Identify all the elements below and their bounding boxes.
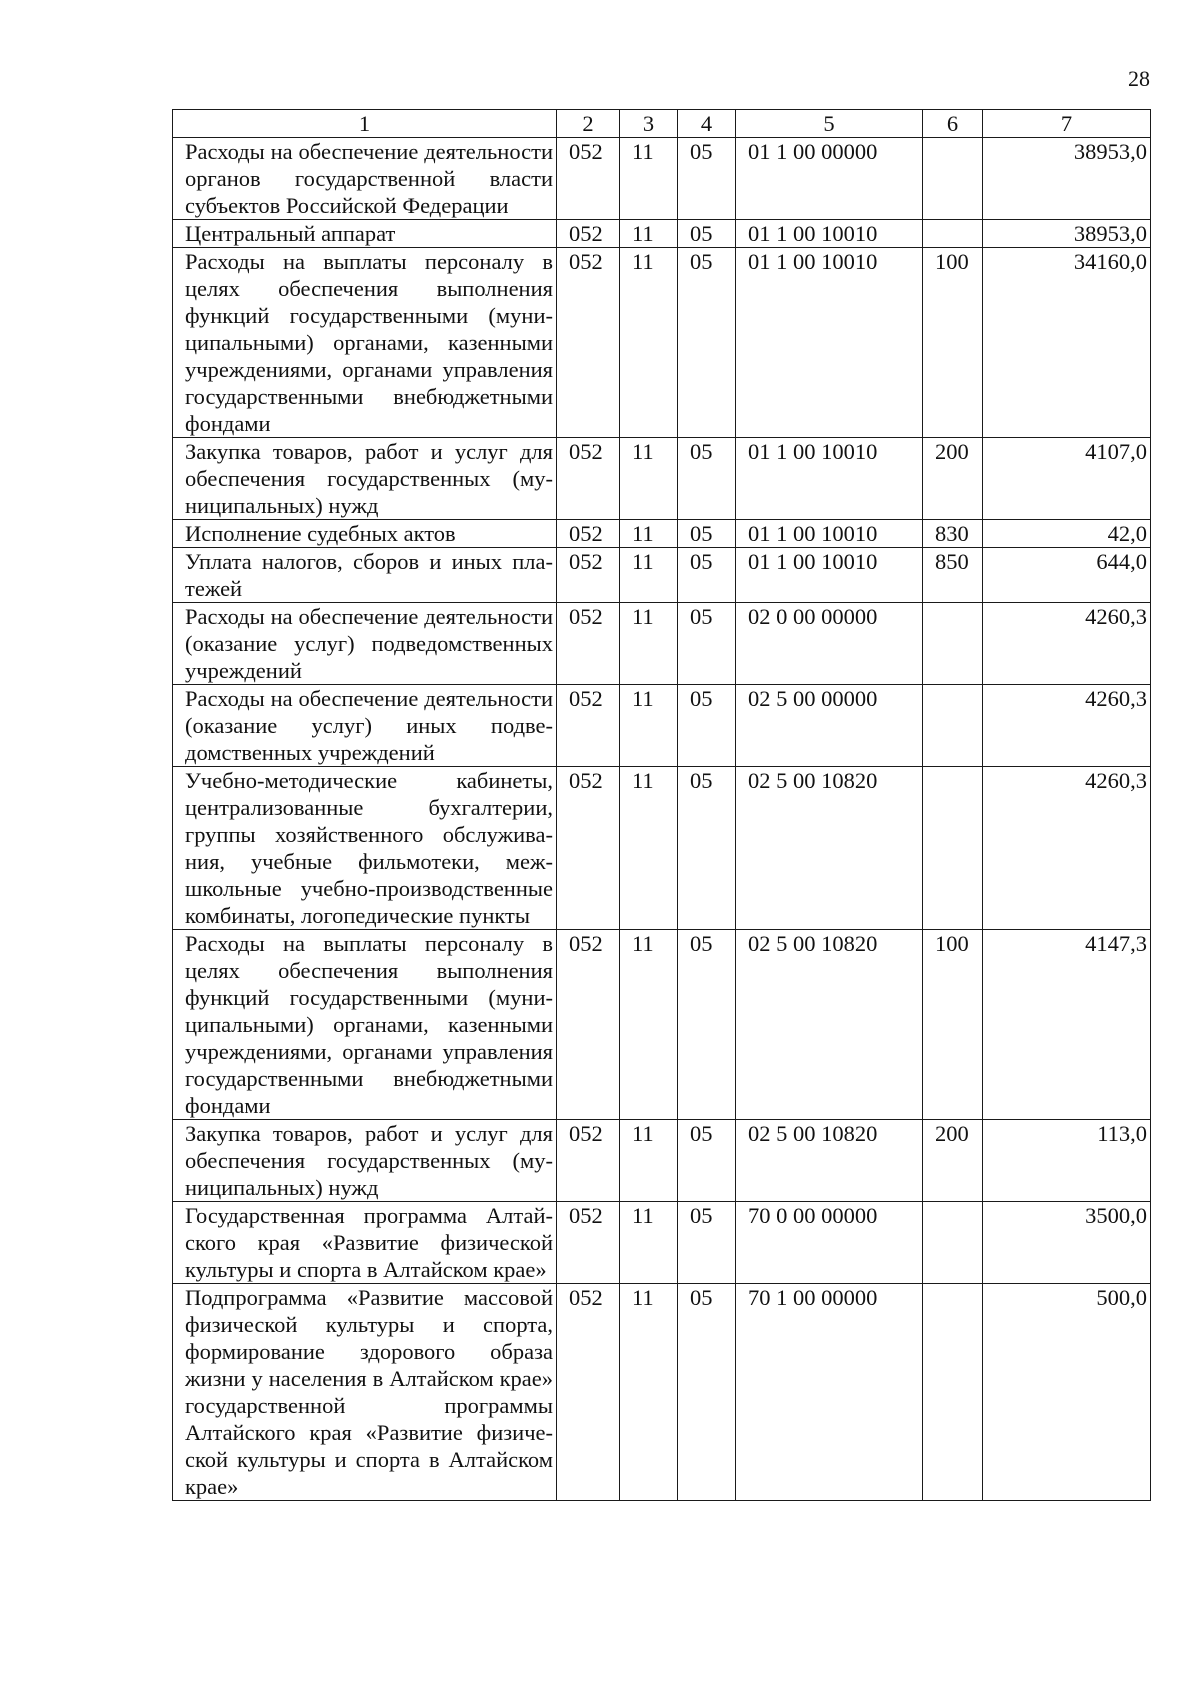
row-ved: 052 (557, 1120, 620, 1202)
column-header: 5 (736, 110, 923, 138)
row-rz: 11 (620, 603, 678, 685)
row-vr: 100 (923, 248, 983, 438)
row-ved: 052 (557, 930, 620, 1120)
row-name: Государственная программа Алтайского края «Развитие физической культуры и спорта в Алтайском крае» (173, 1202, 557, 1284)
row-csr: 02 0 00 00000 (736, 603, 923, 685)
row-csr: 02 5 00 00000 (736, 685, 923, 767)
row-vr: 200 (923, 1120, 983, 1202)
row-csr: 02 5 00 10820 (736, 930, 923, 1120)
table-row (173, 930, 1151, 1120)
row-rz: 11 (620, 1284, 678, 1501)
row-name: Центральный аппарат (173, 220, 557, 248)
row-csr: 02 5 00 10820 (736, 767, 923, 930)
row-sum: 4260,3 (983, 603, 1151, 685)
row-rz: 11 (620, 220, 678, 248)
row-rz: 11 (620, 138, 678, 220)
table-row (173, 138, 1151, 220)
row-vr: 850 (923, 548, 983, 603)
row-pr: 05 (678, 685, 736, 767)
column-header: 6 (923, 110, 983, 138)
row-sum: 4260,3 (983, 767, 1151, 930)
row-csr: 01 1 00 10010 (736, 438, 923, 520)
row-ved: 052 (557, 220, 620, 248)
column-header: 3 (620, 110, 678, 138)
row-csr: 70 1 00 00000 (736, 1284, 923, 1501)
row-rz: 11 (620, 520, 678, 548)
row-name: Расходы на обеспечение деятельности органов государственной власти субъектов Российской Федерации (173, 138, 557, 220)
row-pr: 05 (678, 548, 736, 603)
row-vr: 200 (923, 438, 983, 520)
row-name: Закупка товаров, работ и услуг для обеспечения государственных (муниципальных) нужд (173, 1120, 557, 1202)
row-csr: 01 1 00 10010 (736, 520, 923, 548)
row-pr: 05 (678, 930, 736, 1120)
row-ved: 052 (557, 548, 620, 603)
row-vr (923, 220, 983, 248)
row-vr (923, 767, 983, 930)
row-vr (923, 603, 983, 685)
table-row (173, 767, 1151, 930)
row-sum: 3500,0 (983, 1202, 1151, 1284)
row-rz: 11 (620, 767, 678, 930)
row-csr: 01 1 00 10010 (736, 248, 923, 438)
row-name: Исполнение судебных актов (173, 520, 557, 548)
table-row (173, 220, 1151, 248)
row-pr: 05 (678, 1284, 736, 1501)
table-row (173, 685, 1151, 767)
budget-table (172, 109, 1151, 1501)
row-sum: 4260,3 (983, 685, 1151, 767)
row-name: Расходы на обеспечение деятельности (оказание услуг) иных подведомственных учреждений (173, 685, 557, 767)
row-pr: 05 (678, 438, 736, 520)
row-sum: 34160,0 (983, 248, 1151, 438)
row-pr: 05 (678, 248, 736, 438)
row-pr: 05 (678, 1120, 736, 1202)
table-row (173, 1120, 1151, 1202)
row-ved: 052 (557, 1284, 620, 1501)
header-row (173, 110, 1151, 138)
table-row (173, 548, 1151, 603)
row-rz: 11 (620, 438, 678, 520)
row-rz: 11 (620, 1202, 678, 1284)
row-name: Учебно-методические кабинеты, централизованные бухгалтерии, группы хозяйственного обслуживания, учебные фильмотеки, межшкольные учебно-производственные комбинаты, логопедические пункты (173, 767, 557, 930)
row-pr: 05 (678, 220, 736, 248)
row-pr: 05 (678, 1202, 736, 1284)
row-sum: 4147,3 (983, 930, 1151, 1120)
table-row (173, 248, 1151, 438)
row-rz: 11 (620, 548, 678, 603)
row-rz: 11 (620, 930, 678, 1120)
row-ved: 052 (557, 767, 620, 930)
row-pr: 05 (678, 138, 736, 220)
table-row (173, 520, 1151, 548)
row-rz: 11 (620, 248, 678, 438)
row-sum: 38953,0 (983, 138, 1151, 220)
row-vr (923, 1284, 983, 1501)
row-ved: 052 (557, 685, 620, 767)
column-header: 7 (983, 110, 1151, 138)
row-sum: 113,0 (983, 1120, 1151, 1202)
row-csr: 01 1 00 00000 (736, 138, 923, 220)
row-name: Расходы на выплаты персоналу в целях обеспечения выполнения функций государственными (муниципальными) органами, казенными учреждениями, органами управления государственными внебюджетными фондами (173, 930, 557, 1120)
row-name: Подпрограмма «Развитие массовой физической культуры и спорта, формирование здорового образа жизни у населения в Алтайском крае» государственной программы Алтайского края «Развитие физической культуры и спорта в Алтайском крае» (173, 1284, 557, 1501)
row-vr: 100 (923, 930, 983, 1120)
page-number: 28 (1128, 66, 1150, 91)
row-sum: 38953,0 (983, 220, 1151, 248)
row-rz: 11 (620, 1120, 678, 1202)
row-ved: 052 (557, 1202, 620, 1284)
row-ved: 052 (557, 248, 620, 438)
table-row (173, 1202, 1151, 1284)
row-csr: 01 1 00 10010 (736, 548, 923, 603)
column-header: 4 (678, 110, 736, 138)
column-header: 2 (557, 110, 620, 138)
row-csr: 01 1 00 10010 (736, 220, 923, 248)
row-pr: 05 (678, 520, 736, 548)
row-csr: 70 0 00 00000 (736, 1202, 923, 1284)
row-vr (923, 138, 983, 220)
row-pr: 05 (678, 603, 736, 685)
row-vr: 830 (923, 520, 983, 548)
row-sum: 4107,0 (983, 438, 1151, 520)
row-name: Расходы на выплаты персоналу в целях обеспечения выполнения функций государственными (муниципальными) органами, казенными учреждениями, органами управления государственными внебюджетными фондами (173, 248, 557, 438)
table-row (173, 1284, 1151, 1501)
row-csr: 02 5 00 10820 (736, 1120, 923, 1202)
row-vr (923, 685, 983, 767)
row-sum: 42,0 (983, 520, 1151, 548)
row-name: Закупка товаров, работ и услуг для обеспечения государственных (муниципальных) нужд (173, 438, 557, 520)
row-ved: 052 (557, 438, 620, 520)
row-ved: 052 (557, 520, 620, 548)
row-pr: 05 (678, 767, 736, 930)
row-ved: 052 (557, 603, 620, 685)
row-rz: 11 (620, 685, 678, 767)
table-row (173, 438, 1151, 520)
row-vr (923, 1202, 983, 1284)
row-name: Уплата налогов, сборов и иных платежей (173, 548, 557, 603)
row-ved: 052 (557, 138, 620, 220)
row-sum: 500,0 (983, 1284, 1151, 1501)
table-row (173, 603, 1151, 685)
column-header: 1 (173, 110, 557, 138)
row-name: Расходы на обеспечение деятельности (оказание услуг) подведомственных учреждений (173, 603, 557, 685)
table-body (173, 138, 1151, 1501)
row-sum: 644,0 (983, 548, 1151, 603)
